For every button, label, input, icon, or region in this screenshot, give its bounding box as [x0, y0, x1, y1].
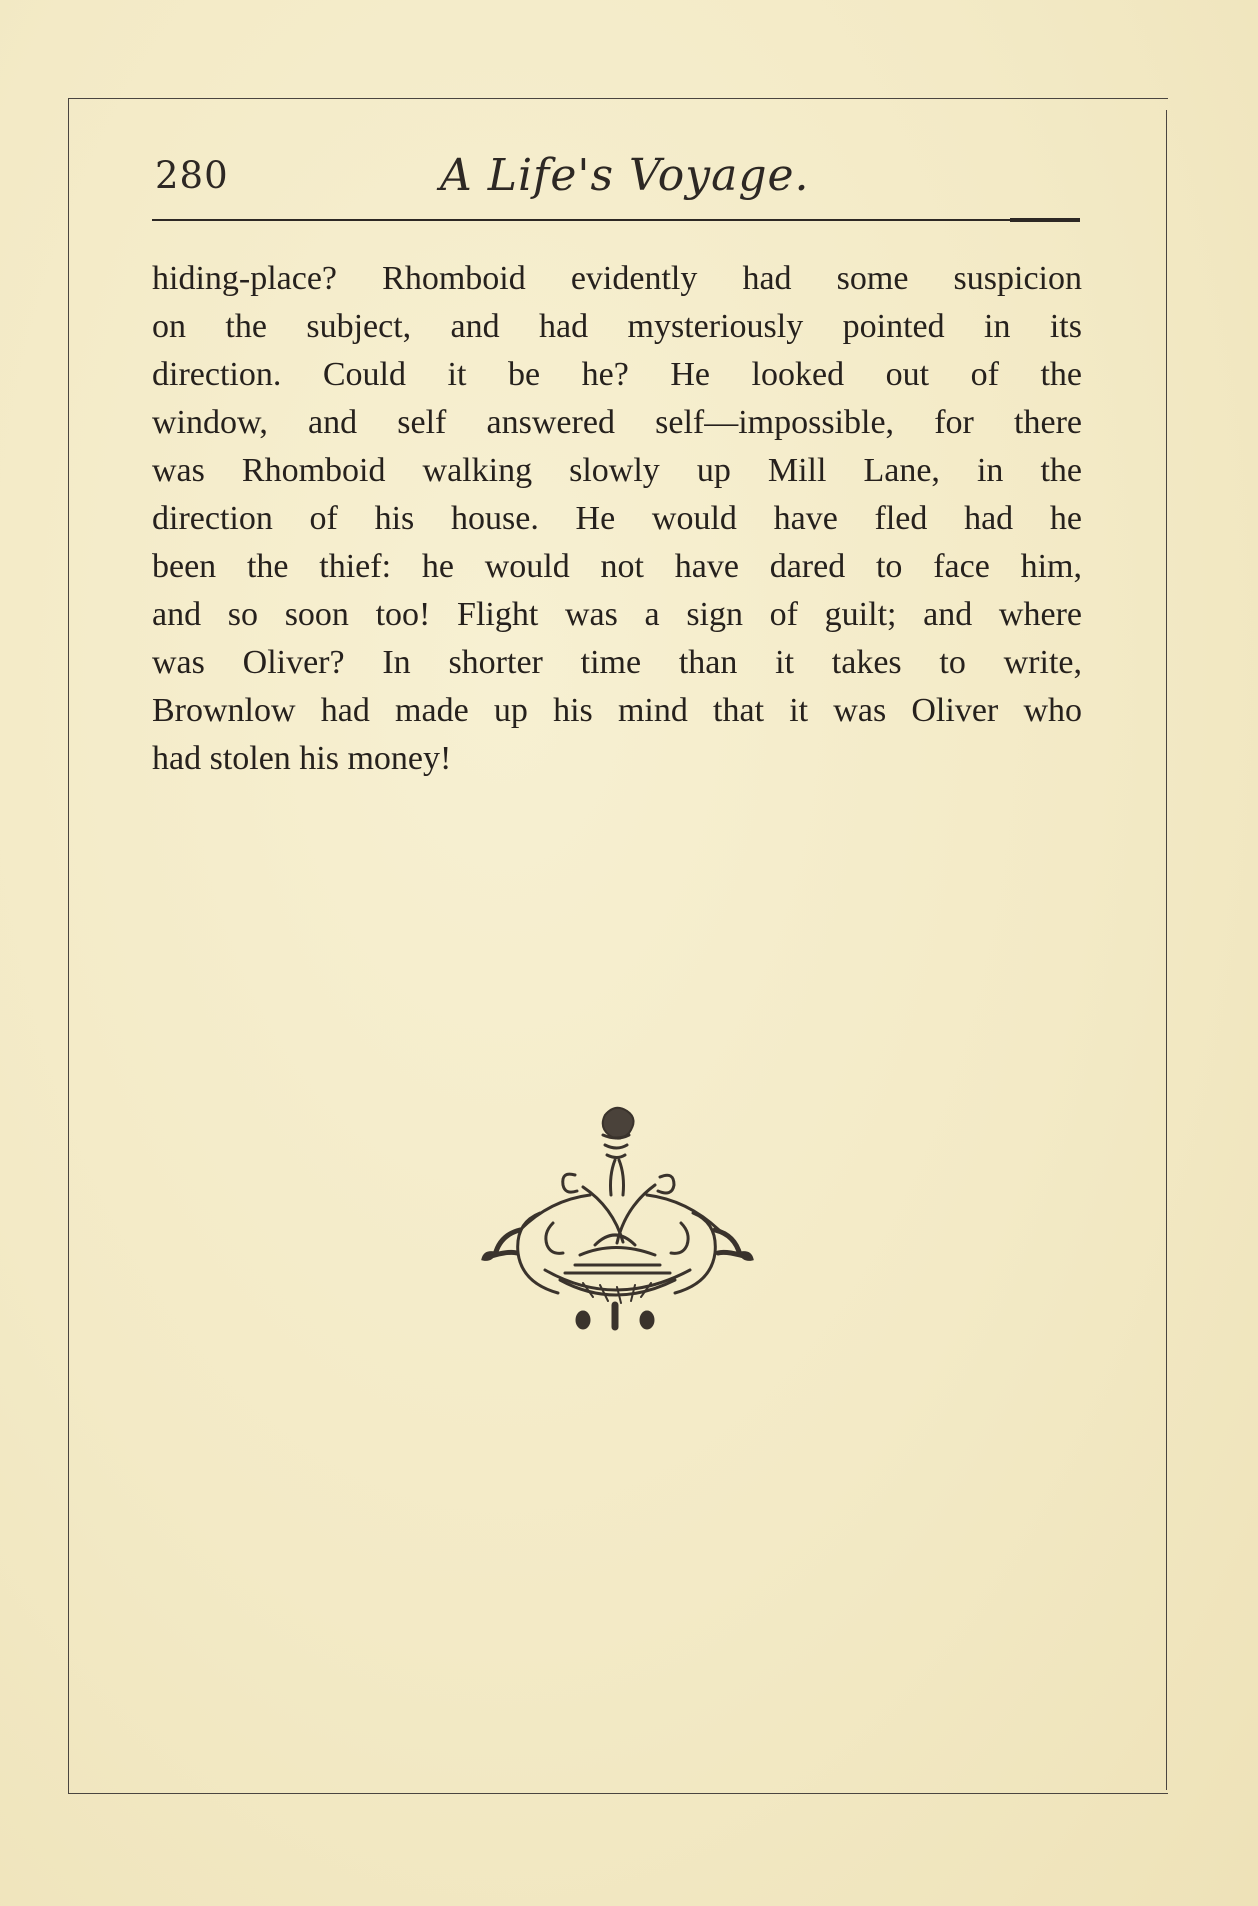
running-title: A Life's Voyage. [440, 150, 810, 201]
body-line: been the thief: he would not have dared to face him, [152, 548, 1082, 585]
body-line: window, and self answered self—impossible, for there [152, 404, 1082, 441]
page-frame-left [68, 98, 69, 1794]
page-frame-top [68, 98, 1168, 99]
header-rule [152, 219, 1080, 221]
page-frame-bottom [68, 1793, 1168, 1794]
header-rule-thick-end [1010, 218, 1080, 222]
body-line: and so soon too! Flight was a sign of guilt; and where [152, 596, 1082, 633]
page-number: 280 [155, 154, 229, 197]
body-line: on the subject, and had mysteriously pointed in its [152, 308, 1082, 345]
running-header [150, 150, 1080, 210]
body-line: hiding-place? Rhomboid evidently had some suspicion [152, 260, 1082, 297]
body-paragraph [152, 255, 1082, 783]
body-line: direction. Could it be he? He looked out of the [152, 356, 1082, 393]
floral-tailpiece-icon [465, 1095, 765, 1355]
body-line: was Oliver? In shorter time than it takes to write, [152, 644, 1082, 681]
body-line: direction of his house. He would have fled had he [152, 500, 1082, 537]
body-line: was Rhomboid walking slowly up Mill Lane, in the [152, 452, 1082, 489]
page-frame-right [1166, 110, 1167, 1790]
body-line: Brownlow had made up his mind that it was Oliver who [152, 692, 1082, 729]
body-line: had stolen his money! [152, 740, 452, 777]
